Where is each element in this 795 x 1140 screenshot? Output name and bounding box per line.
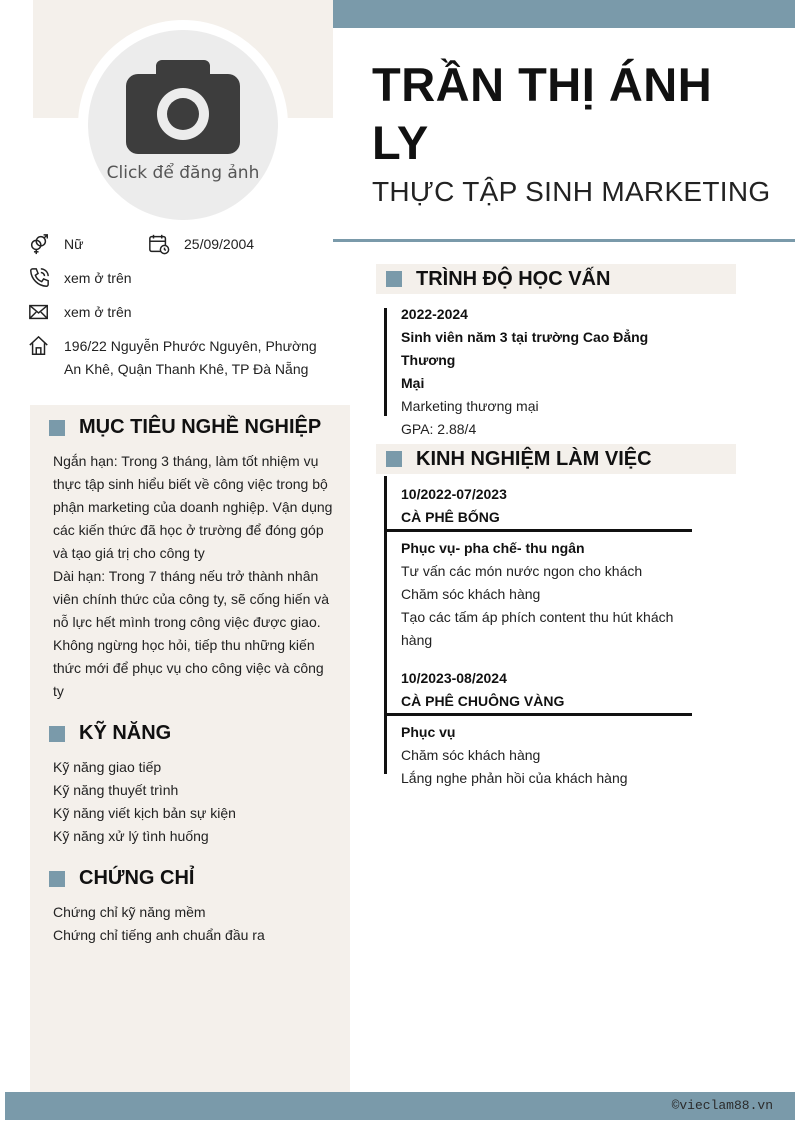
birthday-value: 25/09/2004 bbox=[184, 236, 255, 252]
top-accent-bar bbox=[333, 0, 795, 28]
experience-heading bbox=[376, 444, 736, 474]
objective-line: Không ngừng học hỏi, tiếp thu những kiến bbox=[53, 637, 315, 653]
objective-title: MỤC TIÊU NGHỀ NGHIỆP bbox=[79, 416, 322, 438]
phone-row bbox=[28, 267, 132, 290]
job-1-task: hàng bbox=[401, 632, 433, 648]
job-entry-1 bbox=[401, 483, 699, 529]
objective-text bbox=[53, 450, 335, 703]
skill-item: Kỹ năng giao tiếp bbox=[53, 759, 162, 775]
objective-line: phận marketing của doanh nghiệp. Vận dụng bbox=[53, 499, 333, 515]
job-1-task: Chăm sóc khách hàng bbox=[401, 586, 541, 602]
job-entry-2-details bbox=[401, 721, 699, 790]
name-line-1: TRẦN THỊ ÁNH bbox=[372, 58, 713, 111]
gender-value: Nữ bbox=[64, 236, 84, 252]
job-1-divider bbox=[386, 529, 692, 532]
job-2-period: 10/2023-08/2024 bbox=[401, 670, 507, 686]
certificates-heading bbox=[49, 867, 194, 890]
objective-line: nỗ lực hết mình trong công việc được giao. bbox=[53, 614, 321, 630]
job-2-role: Phục vụ bbox=[401, 724, 456, 740]
education-period: 2022-2024 bbox=[401, 306, 468, 322]
skills-heading bbox=[49, 722, 171, 745]
bottom-accent-bar bbox=[5, 1092, 795, 1120]
job-1-task: Tạo các tấm áp phích content thu hút khách bbox=[401, 609, 674, 625]
home-icon bbox=[28, 335, 50, 357]
job-entry-1-details bbox=[401, 537, 699, 652]
objective-line: viên chính thức của công ty, sẽ cống hiến và bbox=[53, 591, 330, 607]
objective-line: các kiến thức đã học ở trường để đóng góp bbox=[53, 522, 324, 538]
objective-line: thức mới để phục vụ cho công việc và công bbox=[53, 660, 324, 676]
gender-row bbox=[28, 233, 83, 256]
skill-item: Kỹ năng thuyết trình bbox=[53, 782, 179, 798]
certificate-item: Chứng chỉ kỹ năng mềm bbox=[53, 904, 206, 920]
certificate-item: Chứng chỉ tiếng anh chuẩn đầu ra bbox=[53, 927, 265, 943]
skill-item: Kỹ năng viết kịch bản sự kiện bbox=[53, 805, 236, 821]
objective-line: Ngắn hạn: Trong 3 tháng, làm tốt nhiệm vụ bbox=[53, 453, 319, 469]
certificates-title: CHỨNG CHỈ bbox=[79, 867, 195, 889]
objective-line: Dài hạn: Trong 7 tháng nếu trở thành nhân bbox=[53, 568, 319, 584]
education-title: TRÌNH ĐỘ HỌC VẤN bbox=[416, 267, 611, 290]
skills-list bbox=[53, 756, 335, 848]
square-bullet-icon bbox=[49, 871, 65, 887]
email-value: xem ở trên bbox=[64, 304, 132, 320]
job-2-company: CÀ PHÊ CHUÔNG VÀNG bbox=[401, 693, 565, 709]
education-timeline bbox=[384, 308, 387, 416]
education-entry bbox=[401, 303, 699, 441]
objective-line: thực tập sinh hiểu biết về công việc trong bộ bbox=[53, 476, 328, 492]
camera-icon bbox=[124, 56, 242, 156]
square-bullet-icon bbox=[49, 726, 65, 742]
phone-value: xem ở trên bbox=[64, 270, 132, 286]
job-1-task: Tư vấn các món nước ngon cho khách bbox=[401, 563, 643, 579]
square-bullet-icon bbox=[49, 420, 65, 436]
watermark: ©vieclam88.vn bbox=[671, 1098, 773, 1113]
upload-photo-button[interactable] bbox=[88, 30, 278, 220]
email-row bbox=[28, 301, 132, 324]
job-title: THỰC TẬP SINH MARKETING bbox=[372, 176, 771, 207]
job-1-role: Phục vụ- pha chế- thu ngân bbox=[401, 540, 585, 556]
birthday-row bbox=[148, 233, 254, 256]
job-1-period: 10/2022-07/2023 bbox=[401, 486, 507, 502]
skill-item: Kỹ năng xử lý tình huống bbox=[53, 828, 209, 844]
education-school-line-2: Mại bbox=[401, 375, 425, 391]
education-gpa: GPA: 2.88/4 bbox=[401, 421, 477, 437]
job-2-divider bbox=[386, 713, 692, 716]
upload-photo-label: Click để đăng ảnh bbox=[106, 163, 260, 183]
objective-line: ty bbox=[53, 683, 64, 699]
address-row bbox=[28, 335, 317, 381]
certificates-list bbox=[53, 901, 335, 947]
square-bullet-icon bbox=[386, 271, 402, 287]
name-line-2: LY bbox=[372, 116, 429, 169]
job-2-task: Chăm sóc khách hàng bbox=[401, 747, 541, 763]
candidate-name bbox=[372, 56, 772, 172]
job-entry-2 bbox=[401, 667, 699, 713]
experience-timeline bbox=[384, 476, 387, 774]
skills-title: KỸ NĂNG bbox=[79, 722, 172, 744]
address-line-1: 196/22 Nguyễn Phước Nguyên, Phường bbox=[64, 338, 317, 354]
objective-heading bbox=[49, 416, 321, 439]
education-major: Marketing thương mại bbox=[401, 398, 539, 414]
education-school-line-1: Sinh viên năm 3 tại trường Cao Đẳng Thương bbox=[401, 329, 649, 368]
mail-icon bbox=[28, 301, 50, 323]
address-line-2: An Khê, Quận Thanh Khê, TP Đà Nẵng bbox=[64, 361, 309, 377]
objective-line: và tạo giá trị cho công ty bbox=[53, 545, 205, 561]
gender-icon bbox=[28, 233, 50, 255]
job-2-task: Lắng nghe phản hồi của khách hàng bbox=[401, 770, 628, 786]
job-1-company: CÀ PHÊ BỐNG bbox=[401, 509, 500, 525]
square-bullet-icon bbox=[386, 451, 402, 467]
calendar-icon bbox=[148, 233, 170, 255]
phone-icon bbox=[28, 267, 50, 289]
title-divider bbox=[333, 239, 795, 242]
experience-title: KINH NGHIỆM LÀM VIỆC bbox=[416, 447, 652, 470]
education-heading bbox=[376, 264, 736, 294]
